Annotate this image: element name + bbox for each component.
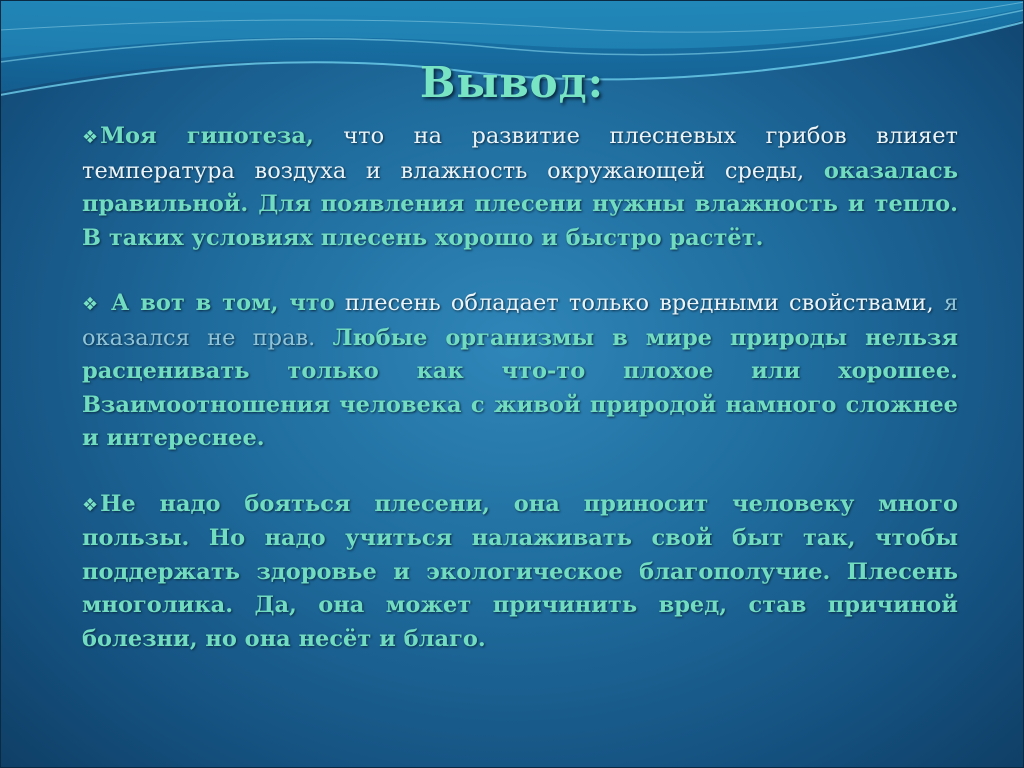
text-segment: что на развитие плесневых грибов влияет температура воздуха и влажность окружающей среды, xyxy=(82,123,958,184)
text-segment: оказалась правильной. Для появления плесени нужны влажность и тепло. В таких условиях плесень хорошо и быстро растёт. xyxy=(82,157,958,251)
diamond-cluster-icon: ❖ xyxy=(82,494,99,516)
paragraph-mold-properties xyxy=(82,287,958,456)
text-segment: А вот в том, что xyxy=(100,290,335,316)
text-segment: Не надо бояться плесени, она приносит человеку много пользы. Но надо учиться налаживать свой быт так, чтобы поддержать здоровье и экологическое благополучие. Плесень многолика. Да, она может причинить вред, став причиной болезни, но она несёт и благо. xyxy=(82,490,958,652)
slide-content xyxy=(82,120,958,656)
paragraph-hypothesis xyxy=(82,120,958,255)
text-segment: Моя гипотеза, xyxy=(100,123,314,149)
text-segment: Любые организмы в мире природы нельзя расценивать только как что-то плохое или хорошее. Взаимоотношения человека с живой природой намного сложнее и интереснее. xyxy=(82,324,959,451)
text-segment: я оказался не прав. xyxy=(82,290,959,351)
diamond-cluster-icon: ❖ xyxy=(82,294,99,315)
text-segment: плесень обладает только вредными свойствами, xyxy=(334,290,944,316)
slide-title: Вывод: xyxy=(419,58,605,107)
diamond-cluster-icon: ❖ xyxy=(82,127,99,148)
paragraph-conclusion xyxy=(82,488,958,657)
